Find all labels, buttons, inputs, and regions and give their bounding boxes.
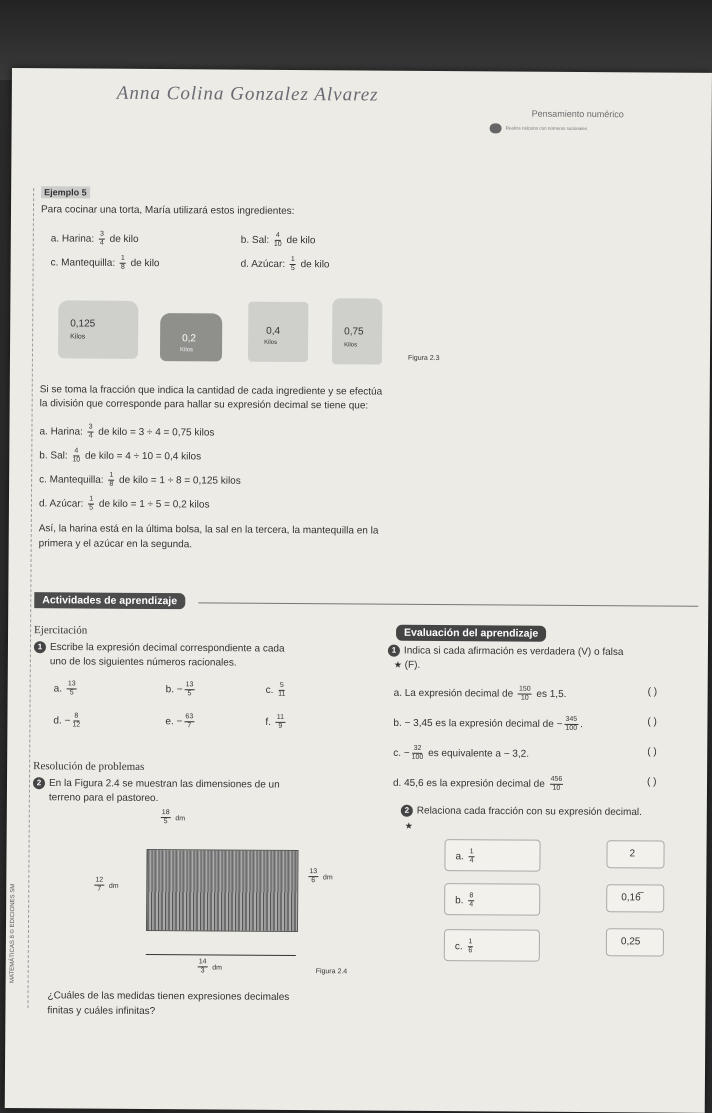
- bag-2: 0,2 Kilos: [160, 313, 222, 361]
- exercise-2-line-2: terreno para el pastoreo.: [48, 792, 159, 805]
- statement-a-answer[interactable]: ( ): [647, 686, 658, 698]
- result-d: d. Azúcar: $\frac{1}{5}$ de kilo = 1 ÷ 5 = 0,2 kilos: [38, 495, 210, 512]
- statement-b: b. − 3,45 es la expresión decimal de − $\frac{345}{100}$ .: [393, 715, 583, 732]
- section-marker-icon: [490, 123, 502, 133]
- terrain-left-dim: $\frac{12}{7}$ dm: [95, 876, 119, 893]
- conclusion-line-1: Así, la harina está en la última bolsa, la sal en la tercera, la mantequilla en la: [38, 523, 379, 537]
- ex1-item-a: a. $\frac{13}{5}$: [53, 680, 76, 697]
- evaluation-banner: Evaluación del aprendizaje: [396, 625, 546, 642]
- exercise-1-line-2: uno de los siguientes números racionales.: [49, 656, 237, 669]
- example-label: Ejemplo 5: [41, 186, 90, 198]
- handwritten-name: Anna Colina Gonzalez Alvarez: [116, 82, 379, 106]
- terrain-top-dim: $\frac{18}{5}$ dm: [161, 809, 186, 826]
- bag-1: 0,125 Kilos: [58, 300, 138, 359]
- terrain-field: [146, 849, 299, 932]
- banner-rule: [198, 602, 698, 606]
- result-c: c. Mantequilla: $\frac{1}{8}$ de kilo = 1 ÷ 8 = 0,125 kilos: [39, 471, 241, 488]
- section-title: Pensamiento numérico: [531, 108, 624, 120]
- bag-3: 0,4 Kilos: [248, 302, 308, 362]
- fraction-box-b[interactable]: b. $\frac{8}{4}$: [444, 883, 540, 916]
- ejercitacion-heading: Ejercitación: [34, 624, 88, 637]
- example-intro: Para cocinar una torta, María utilizará estos ingredientes:: [40, 204, 295, 217]
- exercise-2-question-2: finitas y cuáles infinitas?: [47, 1005, 156, 1018]
- section-subtitle: Realiza cálculos con números racionales: [505, 125, 588, 132]
- decimal-box-2[interactable]: 0,16̅: [606, 884, 664, 912]
- margin-line: [27, 188, 34, 1008]
- result-b: b. Sal: $\frac{4}{10}$ de kilo = 4 ÷ 10 = 0,4 kilos: [39, 447, 202, 464]
- ingredient-c: c. Mantequilla: $\frac{1}{8}$ de kilo: [50, 254, 160, 271]
- statement-b-answer[interactable]: ( ): [647, 716, 657, 728]
- exercise-2-line-1: 2 En la Figura 2.4 se muestran las dimensiones de un: [33, 777, 280, 791]
- activities-banner: Actividades de aprendizaje: [34, 592, 185, 609]
- ex1-item-b: b. − $\frac{13}{5}$: [165, 681, 194, 698]
- explanation-line-2: la división que corresponde para hallar su expresión decimal se tiene que:: [39, 398, 369, 412]
- decimal-box-1[interactable]: 2: [606, 840, 664, 868]
- statement-d: d. 45,6 es la expresión decimal de $\frac{456}{10}$: [392, 775, 563, 792]
- result-a: a. Harina: $\frac{3}{4}$ de kilo = 3 ÷ 4 = 0,75 kilos: [39, 423, 215, 440]
- figure-24-label: Figura 2.4: [315, 968, 348, 976]
- ex1-item-f: f. $\frac{11}{9}$: [265, 713, 285, 730]
- statement-c-answer[interactable]: ( ): [647, 746, 657, 758]
- evaluation-q1-line-1: 1 Indica si cada afirmación es verdadera (V) o falsa: [388, 645, 624, 659]
- resolucion-heading: Resolución de problemas: [33, 760, 145, 773]
- bag-4: 0,75 Kilos: [332, 298, 382, 364]
- exercise-2-question-1: ¿Cuáles de las medidas tienen expresiones decimales: [47, 990, 290, 1003]
- sidebar-copyright: MATEMÁTICAS 8 © EDICIONES SM: [9, 883, 17, 984]
- star-icon: ★: [404, 820, 413, 831]
- figure-23-label: Figura 2.3: [407, 354, 440, 362]
- statement-d-answer[interactable]: ( ): [646, 776, 657, 788]
- decimal-box-3[interactable]: 0,25: [606, 928, 664, 956]
- ingredient-b: b. Sal: $\frac{4}{10}$ de kilo: [240, 231, 316, 248]
- ingredient-d: d. Azúcar: $\frac{1}{5}$ de kilo: [240, 255, 330, 272]
- fraction-box-a[interactable]: a. $\frac{1}{4}$: [444, 839, 540, 872]
- terrain-bottom-arrow: [146, 954, 296, 956]
- ingredient-a: a. Harina: $\frac{3}{4}$ de kilo: [50, 230, 139, 247]
- exercise-1-line-1: 1 Escribe la expresión decimal correspondiente a cada: [34, 641, 285, 655]
- explanation-line-1: Si se toma la fracción que indica la cantidad de cada ingrediente y se efectúa: [39, 384, 383, 398]
- terrain-right-dim: $\frac{13}{6}$ dm: [309, 868, 333, 885]
- ex1-item-c: c. $\frac{5}{11}$: [265, 681, 286, 698]
- evaluation-q1-line-2: ★ (F).: [393, 659, 421, 671]
- conclusion-line-2: primera y el azúcar en la segunda.: [38, 538, 193, 551]
- ex1-item-e: e. − $\frac{63}{7}$: [165, 713, 194, 730]
- textbook-page: [5, 68, 712, 1113]
- evaluation-q2: 2 Relaciona cada fracción con su expresión decimal.: [401, 805, 642, 819]
- statement-a: a. La expresión decimal de $\frac{150}{10}$ es 1,5.: [393, 685, 567, 702]
- statement-c: c. − $\frac{32}{100}$ es equivalente a − 3,2.: [393, 744, 530, 761]
- ex1-item-d: d. − $\frac{8}{12}$: [53, 712, 81, 729]
- terrain-bottom-dim: $\frac{14}{3}$ dm: [198, 958, 223, 975]
- fraction-box-c[interactable]: c. $\frac{1}{6}$: [444, 929, 540, 962]
